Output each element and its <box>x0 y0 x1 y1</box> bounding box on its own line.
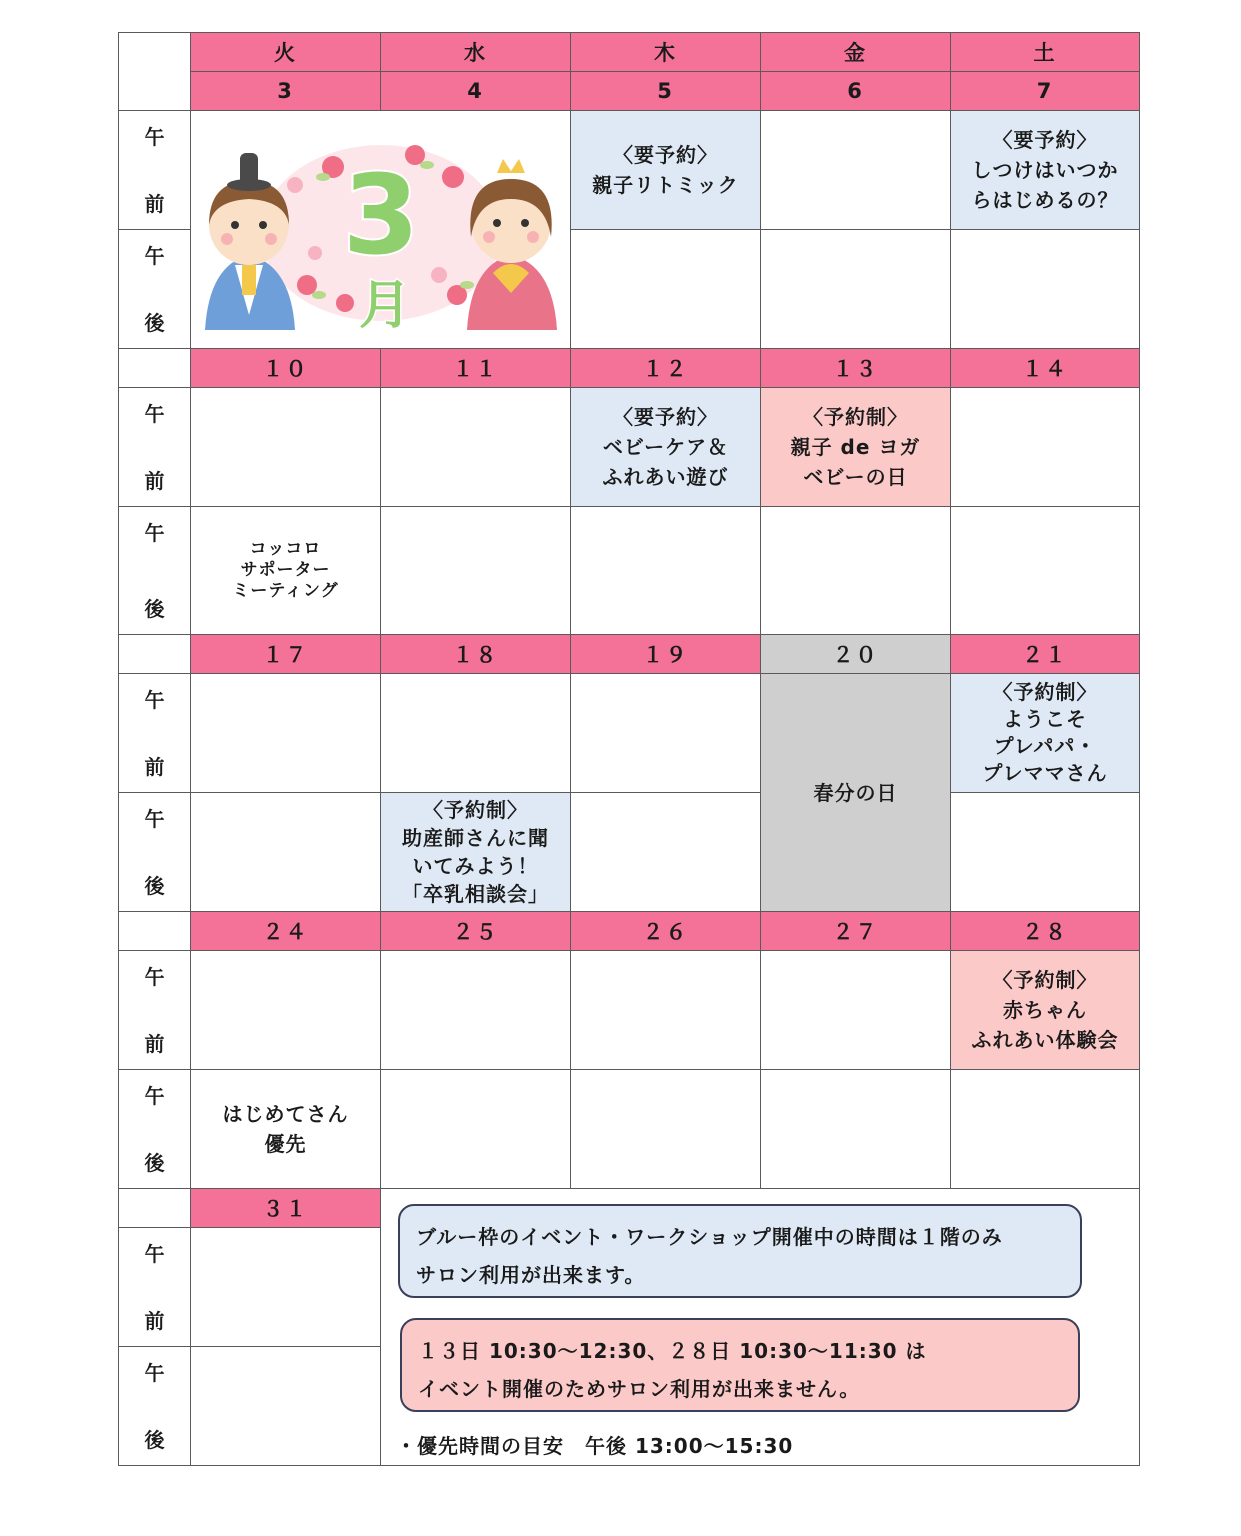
svg-text:月: 月 <box>358 275 411 336</box>
empty-cell <box>190 950 381 1070</box>
date-header: ２５ <box>380 911 571 951</box>
date-header: 4 <box>380 71 571 111</box>
period-am: 午 前 <box>118 387 191 507</box>
empty-cell <box>190 387 381 507</box>
empty-cell <box>570 673 761 793</box>
period-pm: 午 後 <box>118 229 191 349</box>
period-pm: 午 後 <box>118 1069 191 1189</box>
empty-cell <box>760 110 951 230</box>
date-header: ２４ <box>190 911 381 951</box>
empty-cell <box>760 229 951 349</box>
weekday-wed: 水 <box>380 32 571 72</box>
date-header: 6 <box>760 71 951 111</box>
event-cell: 〈予約制〉 親子 de ヨガ ベビーの日 <box>760 387 951 507</box>
svg-text:3: 3 <box>342 150 419 279</box>
note-line: サロン利用が出来ます。 <box>416 1263 646 1287</box>
hina-dolls-illustration <box>190 110 571 349</box>
closure-note <box>400 1318 1080 1412</box>
event-cell: 〈予約制〉 ようこそ プレパパ・ プレママさん <box>950 673 1140 793</box>
empty-cell <box>570 950 761 1070</box>
empty-cell <box>950 1069 1140 1189</box>
empty-cell <box>190 792 381 912</box>
date-header: １１ <box>380 348 571 388</box>
empty-cell <box>570 792 761 912</box>
corner-cell <box>118 348 191 388</box>
event-cell: コッコロ サポーター ミーティング <box>190 506 381 635</box>
event-cell: はじめてさん 優先 <box>190 1069 381 1189</box>
empty-cell <box>380 673 571 793</box>
note-line: ブルー枠のイベント・ワークショップ開催中の時間は１階のみ <box>416 1225 1003 1249</box>
empty-cell <box>380 506 571 635</box>
blue-frame-note <box>398 1204 1082 1298</box>
period-am: 午 前 <box>118 1227 191 1347</box>
empty-cell <box>760 506 951 635</box>
date-header: １０ <box>190 348 381 388</box>
period-am: 午 前 <box>118 110 191 230</box>
weekday-tue: 火 <box>190 32 381 72</box>
weekday-fri: 金 <box>760 32 951 72</box>
date-header: 3 <box>190 71 381 111</box>
period-pm: 午 後 <box>118 792 191 912</box>
note-line: １３日 10:30～12:30、２８日 10:30～11:30 は <box>418 1339 927 1363</box>
empty-cell <box>380 387 571 507</box>
weekday-sat: 土 <box>950 32 1140 72</box>
date-header: ３１ <box>190 1188 381 1228</box>
weekday-thu: 木 <box>570 32 761 72</box>
period-pm: 午 後 <box>118 506 191 635</box>
empty-cell <box>950 229 1140 349</box>
corner-cell <box>118 32 191 111</box>
empty-cell <box>570 229 761 349</box>
date-header: １９ <box>570 634 761 674</box>
date-header: 7 <box>950 71 1140 111</box>
empty-cell <box>950 792 1140 912</box>
empty-cell <box>380 1069 571 1189</box>
empty-cell <box>190 1346 381 1466</box>
empty-cell <box>760 1069 951 1189</box>
date-header: １４ <box>950 348 1140 388</box>
date-header: ２６ <box>570 911 761 951</box>
event-cell: 〈要予約〉 しつけはいつか らはじめるの？ <box>950 110 1140 230</box>
empty-cell <box>570 1069 761 1189</box>
period-am: 午 前 <box>118 673 191 793</box>
date-header: 5 <box>570 71 761 111</box>
event-cell: 〈要予約〉 親子リトミック <box>570 110 761 230</box>
event-cell: 〈予約制〉 赤ちゃん ふれあい体験会 <box>950 950 1140 1070</box>
empty-cell <box>190 1227 381 1347</box>
date-header: １３ <box>760 348 951 388</box>
empty-cell <box>760 950 951 1070</box>
empty-cell <box>190 673 381 793</box>
period-am: 午 前 <box>118 950 191 1070</box>
empty-cell <box>950 506 1140 635</box>
empty-cell <box>950 387 1140 507</box>
event-cell: 〈要予約〉 ベビーケア＆ ふれあい遊び <box>570 387 761 507</box>
date-header: １８ <box>380 634 571 674</box>
date-header: ２７ <box>760 911 951 951</box>
date-header: １７ <box>190 634 381 674</box>
hina-dolls-icon <box>195 115 567 345</box>
corner-cell <box>118 1188 191 1228</box>
empty-cell <box>380 950 571 1070</box>
event-cell: 〈予約制〉 助産師さんに聞 いてみよう！ 「卒乳相談会」 <box>380 792 571 912</box>
date-header: ２１ <box>950 634 1140 674</box>
date-header-holiday: ２０ <box>760 634 951 674</box>
empty-cell <box>570 506 761 635</box>
priority-time-footnote: ・優先時間の目安 午後 13:00～15:30 <box>396 1434 794 1458</box>
holiday-cell: 春分の日 <box>760 673 951 912</box>
corner-cell <box>118 911 191 951</box>
date-header: ２８ <box>950 911 1140 951</box>
period-pm: 午 後 <box>118 1346 191 1466</box>
date-header: １２ <box>570 348 761 388</box>
corner-cell <box>118 634 191 674</box>
note-line: イベント開催のためサロン利用が出来ません。 <box>418 1377 861 1401</box>
